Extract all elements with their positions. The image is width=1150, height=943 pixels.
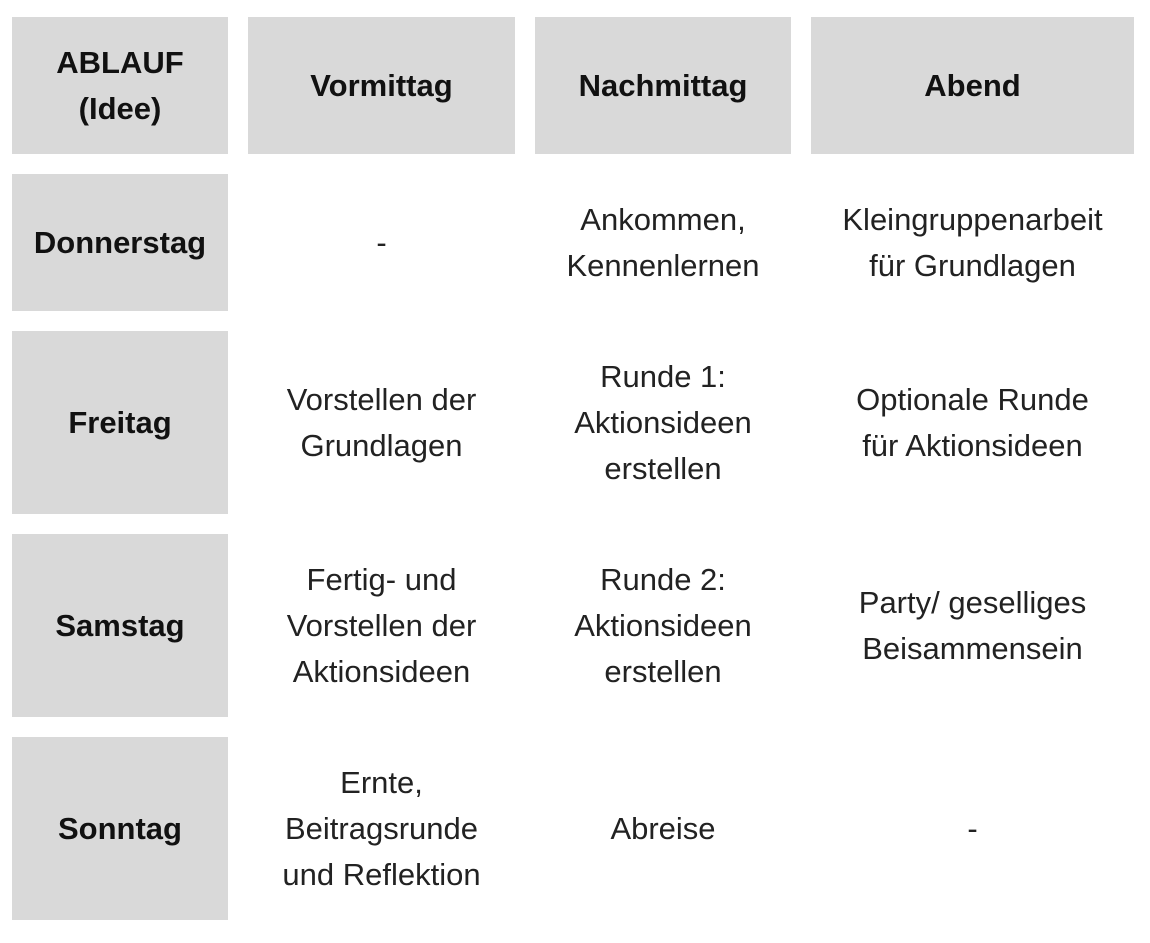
table-corner-header: ABLAUF (Idee): [12, 17, 228, 154]
table-cell: Ernte, Beitragsrunde und Reflektion: [282, 764, 481, 892]
row-header-samstag: Samstag: [12, 534, 228, 717]
table-cell: Ankommen, Kennenlernen: [566, 201, 760, 283]
table-cell: Abreise: [610, 810, 716, 846]
table-cell: Runde 1: Aktionsideen erstellen: [574, 358, 752, 486]
table-cell: Kleingruppenarbeit für Grundlagen: [842, 201, 1103, 283]
table-cell: Party/ geselliges Beisammensein: [858, 584, 1087, 666]
table-cell: Optionale Runde für Aktionsideen: [856, 381, 1089, 463]
row-header-donnerstag: Donnerstag: [12, 174, 228, 311]
table-cell: Vorstellen der Grundlagen: [286, 381, 477, 463]
table-cell: -: [376, 224, 387, 260]
table-cell: Runde 2: Aktionsideen erstellen: [574, 561, 752, 689]
row-header-sonntag: Sonntag: [12, 737, 228, 920]
table-cell: -: [967, 810, 978, 846]
table-cell: Fertig- und Vorstellen der Aktionsideen: [286, 561, 477, 689]
column-header-abend: Abend: [811, 17, 1134, 154]
column-header-nachmittag: Nachmittag: [535, 17, 791, 154]
column-header-vormittag: Vormittag: [248, 17, 515, 154]
row-header-freitag: Freitag: [12, 331, 228, 514]
